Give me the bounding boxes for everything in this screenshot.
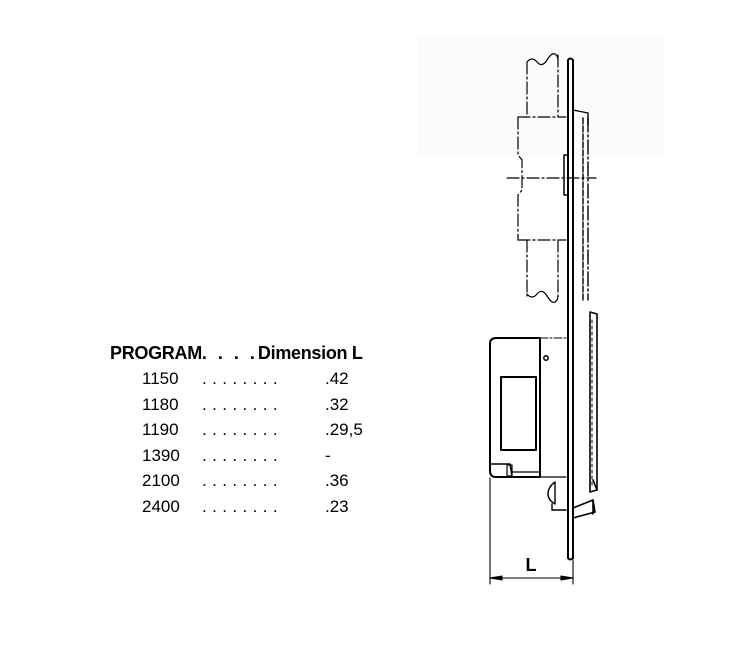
- dimension-header: Dimension L: [257, 343, 363, 363]
- dimension-value: .29,5: [325, 420, 363, 439]
- header-leader: . . . .: [201, 343, 258, 363]
- program-number: 2100: [142, 471, 180, 490]
- program-number: 1190: [142, 420, 179, 439]
- program-number: 2400: [142, 496, 180, 516]
- program-header: PROGRAM: [110, 343, 202, 363]
- leader-dots: ........: [202, 369, 283, 388]
- program-number: 1390: [142, 445, 180, 465]
- dimension-label: L: [525, 555, 537, 575]
- leader-dots: ........: [202, 445, 283, 465]
- dimension-value: .23: [325, 496, 349, 516]
- dimension-value: -: [325, 445, 331, 465]
- dimension-value: .32: [325, 394, 349, 414]
- program-number: 1180: [142, 394, 179, 414]
- leader-dots: ........: [202, 420, 283, 439]
- dimension-value: .36: [325, 471, 349, 490]
- leader-dots: ........: [202, 471, 283, 490]
- break-line-bottom: [527, 291, 558, 302]
- leader-dots: ........: [202, 394, 283, 414]
- release-clip: [548, 482, 566, 510]
- dimension-value: .42: [325, 369, 349, 388]
- device-housing: [490, 338, 566, 477]
- leader-dots: ........: [202, 496, 283, 516]
- program-number: 1150: [142, 369, 179, 388]
- rear-bracket: [573, 312, 597, 518]
